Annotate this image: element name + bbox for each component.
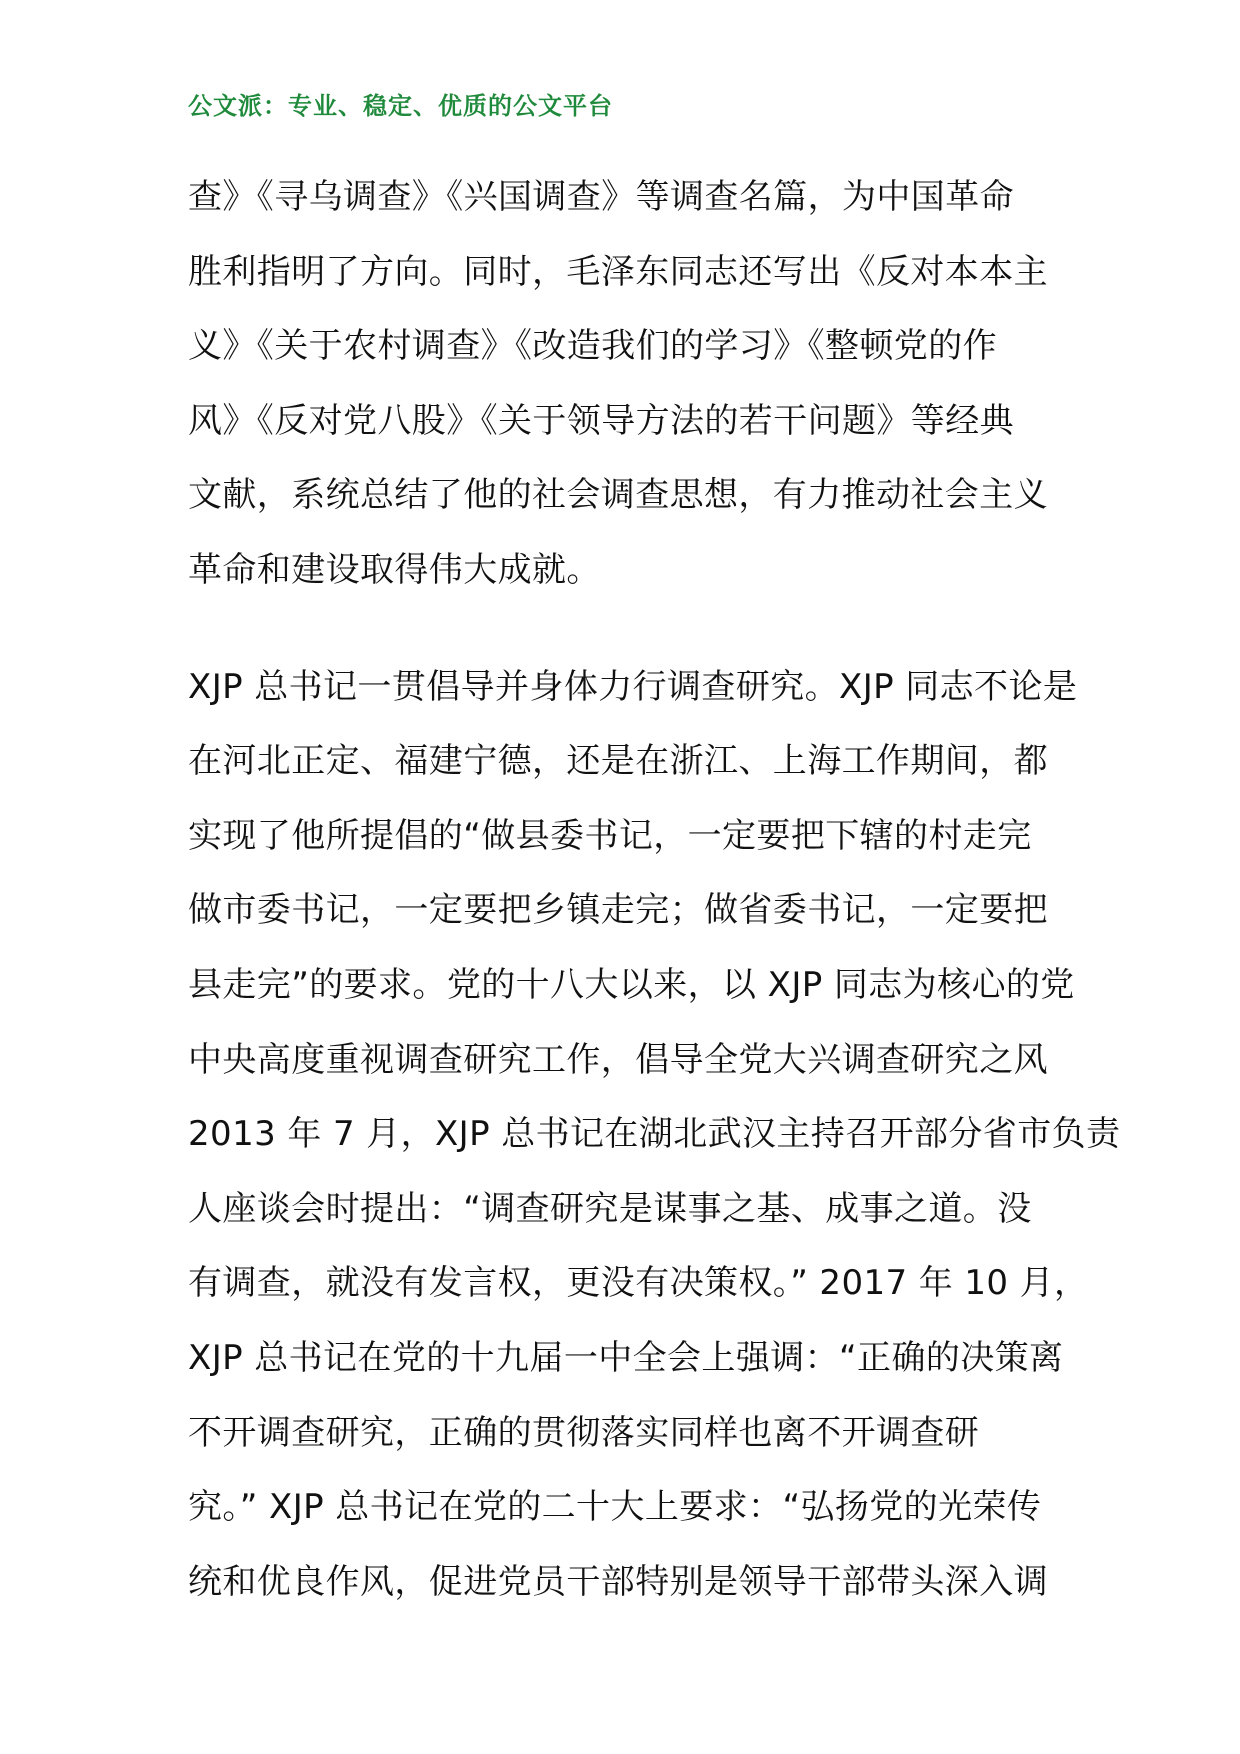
text-line: 查》《寻乌调查》《兴国调查》等调查名篇，为中国革命 [188,177,1014,217]
text-line: 有调查，就没有发言权，更没有决策权。” 2017 年 10 月， [188,1263,1089,1304]
text-line: 革命和建设取得伟大成就。 [188,549,601,590]
text-line: 2013 年 7 月，XJP 总书记在湖北武汉主持召开部分省市负责 [188,1114,1121,1155]
text-line: XJP 总书记一贯倡导并身体力行调查研究。XJP 同志不论是 [188,666,1078,707]
text-line: 统和优良作风，促进党员干部特别是领导干部带头深入调 [188,1561,1048,1602]
text-line: 究。” XJP 总书记在党的二十大上要求：“弘扬党的光荣传 [188,1487,1042,1528]
text-line: 不开调查研究，正确的贯彻落实同样也离不开调查研 [188,1412,980,1453]
text-line: 实现了他所提倡的“做县委书记，一定要把下辖的村走完 [188,815,1032,856]
paragraph-spacer [188,608,1088,650]
text-line: 在河北正定、福建宁德，还是在浙江、上海工作期间，都 [188,741,1048,782]
text-line: 中央高度重视调查研究工作，倡导全党大兴调查研究之风 [188,1039,1048,1080]
paragraph-1 [188,160,1088,608]
text-line: 县走完”的要求。党的十八大以来，以 XJP 同志为核心的党 [188,964,1075,1005]
text-line: 义》《关于农村调查》《改造我们的学习》《整顿党的作 [188,326,997,367]
text-line: 做市委书记，一定要把乡镇走完；做省委书记，一定要把 [188,890,1048,931]
text-line: 人座谈会时提出：“调查研究是谋事之基、成事之道。没 [188,1188,1032,1229]
text-line: 风》《反对党八股》《关于领导方法的若干问题》等经典 [188,400,1014,441]
text-line: 文献，系统总结了他的社会调查思想，有力推动社会主义 [188,475,1048,516]
text-line: XJP 总书记在党的十九届一中全会上强调：“正确的决策离 [188,1337,1064,1378]
text-line: 胜利指明了方向。同时，毛泽东同志还写出《反对本本主 [188,251,1048,292]
page-header: 公文派：专业、稳定、优质的公文平台 [188,92,613,120]
paragraph-2 [188,650,1121,1620]
document-body [188,160,1121,1619]
